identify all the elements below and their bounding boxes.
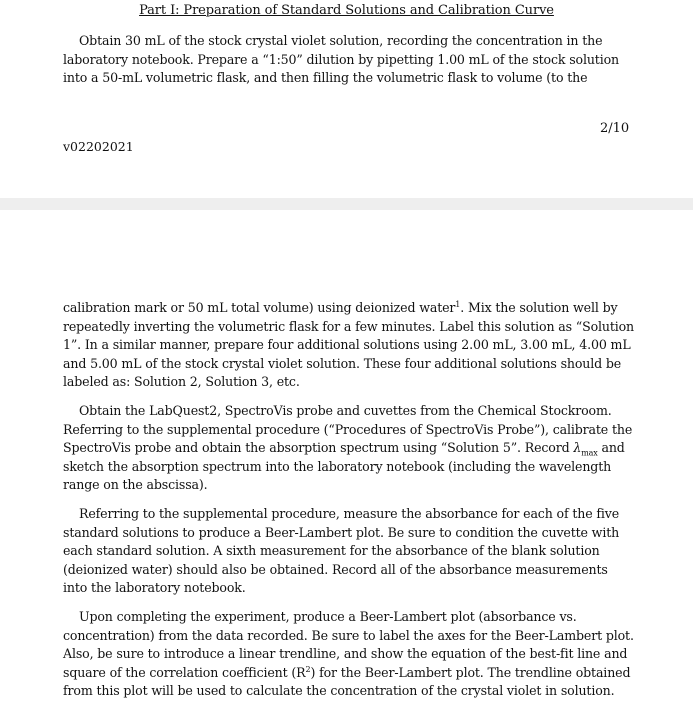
paragraph-spectrovis — [63, 402, 639, 495]
page-top — [0, 0, 693, 198]
text-segment: ) for the Beer-Lambert plot. The trendline obtained — [310, 664, 631, 680]
page-gap — [0, 198, 693, 210]
section-heading: Part I: Preparation of Standard Solutions and Calibration Curve — [139, 3, 554, 18]
lambda-symbol: λ — [573, 440, 582, 455]
text-segment: calibration mark or 50 mL total volume) using deionized water — [63, 300, 456, 315]
text-line: Referring to the supplemental procedure, measure the absorbance for each of the five — [79, 506, 620, 521]
paragraph-dilutions — [63, 299, 639, 392]
text-line: Also, be sure to introduce a linear trendline, and show the equation of the best-fit line and — [63, 646, 628, 661]
text-line: repeatedly inverting the volumetric flask for a few minutes. Label this solution as “Solution — [63, 318, 635, 334]
text-line: each standard solution. A sixth measurement for the absorbance of the blank solution — [63, 543, 600, 558]
text-line: from this plot will be used to calculate the concentration of the crystal violet in solution. — [63, 683, 615, 698]
text-line: standard solutions to produce a Beer-Lambert plot. Be sure to condition the cuvette with — [63, 524, 620, 540]
paragraph-beer-lambert — [63, 608, 639, 701]
text-segment: . Mix the solution well by — [460, 300, 618, 315]
footnote-marker: 1 — [455, 299, 461, 309]
text-line — [63, 439, 639, 458]
text-line: Obtain 30 mL of the stock crystal violet solution, recording the concentration in the — [79, 33, 603, 48]
text-line: 1”. In a similar manner, prepare four additional solutions using 2.00 mL, 3.00 mL, 4.00 mL — [63, 337, 631, 352]
text-line — [63, 664, 639, 683]
page-number: 2/10 — [600, 121, 630, 136]
text-line: labeled as: Solution 2, Solution 3, etc. — [63, 374, 300, 389]
text-line: into the laboratory notebook. — [63, 580, 246, 595]
text-line: Referring to the supplemental procedure (“Procedures of SpectroVis Probe”), calibrate the — [63, 421, 633, 437]
lambda-subscript: max — [581, 448, 598, 458]
text-line: (deionized water) should also be obtained. Record all of the absorbance measurements — [63, 561, 608, 577]
text-line: and 5.00 mL of the stock crystal violet solution. These four additional solutions should be — [63, 355, 622, 371]
text-line: concentration) from the data recorded. Be sure to label the axes for the Beer-Lambert plot. — [63, 627, 634, 643]
paragraph-stock-solution — [63, 32, 639, 88]
version-label: v02202021 — [63, 139, 134, 154]
text-segment: square of the correlation coefficient (R — [63, 664, 306, 680]
text-line: Upon completing the experiment, produce a Beer-Lambert plot (absorbance vs. — [79, 609, 577, 624]
paragraph-absorbance — [63, 505, 639, 598]
text-line: into a 50-mL volumetric flask, and then filling the volumetric flask to volume (to the — [63, 70, 588, 85]
text-line — [63, 299, 639, 318]
superscript-2: 2 — [305, 664, 311, 674]
text-line: Obtain the LabQuest2, SpectroVis probe and cuvettes from the Chemical Stockroom. — [79, 403, 612, 418]
text-line: sketch the absorption spectrum into the laboratory notebook (including the wavelength — [63, 458, 612, 474]
text-line: laboratory notebook. Prepare a “1:50” dilution by pipetting 1.00 mL of the stock solution — [63, 51, 619, 67]
text-segment: SpectroVis probe and obtain the absorption spectrum using “Solution 5”. Record — [63, 440, 574, 455]
text-segment: and — [597, 440, 625, 455]
text-line: range on the abscissa). — [63, 477, 208, 492]
